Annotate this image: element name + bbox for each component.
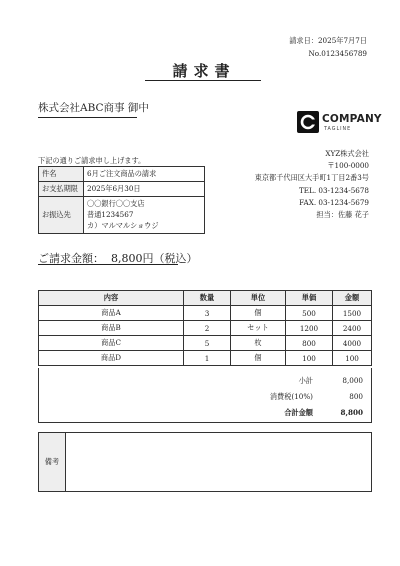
item-unit: セット — [231, 321, 286, 336]
total-label: ご請求金額： — [38, 252, 104, 265]
item-unit: 枚 — [231, 336, 286, 351]
item-unit: 個 — [231, 306, 286, 321]
bank-holder: カ）マルマルショウジ — [87, 220, 159, 230]
bank-name: 〇〇銀行〇〇支店 — [87, 199, 145, 208]
item-unit: 個 — [231, 351, 286, 366]
issuer-address: 東京都千代田区大手町1丁目2番3号 — [254, 173, 369, 183]
item-quantity: 2 — [184, 321, 231, 336]
logo-tagline: TAGLINE — [324, 127, 352, 132]
item-quantity: 3 — [184, 306, 231, 321]
info-row-due — [39, 182, 205, 197]
item-amount: 100 — [333, 351, 372, 366]
col-amount: 金額 — [333, 291, 372, 306]
invoice-date: 請求日：2025年7月7日 — [289, 36, 367, 45]
col-unit-price: 単価 — [286, 291, 333, 306]
issuer-block — [255, 149, 369, 222]
client-name: 株式会社ABC商事 御中 — [38, 102, 149, 114]
table-row — [39, 306, 372, 321]
invoice-meta — [289, 36, 367, 62]
bank-account: 普通1234567 — [87, 209, 134, 219]
item-description: 商品A — [39, 306, 184, 321]
item-description: 商品C — [39, 336, 184, 351]
items-header-row — [39, 291, 372, 306]
table-row — [39, 321, 372, 336]
item-unit-price: 100 — [286, 351, 333, 366]
item-amount: 1500 — [333, 306, 372, 321]
logo-text: COMPANY — [322, 113, 382, 125]
col-description: 内容 — [39, 291, 184, 306]
due-label: お支払期限 — [39, 182, 84, 197]
issuer-zip: 〒100-0000 — [327, 161, 369, 171]
total-value: 8,800円（税込） — [111, 252, 198, 265]
tax-label: 消費税(10%) — [269, 392, 313, 401]
bank-label: お振込先 — [39, 197, 84, 234]
col-quantity: 数量 — [184, 291, 231, 306]
grand-total-label: 合計金額 — [284, 408, 313, 417]
client-underline — [38, 117, 137, 118]
col-unit: 単位 — [231, 291, 286, 306]
remarks-box — [38, 432, 372, 492]
table-row — [39, 351, 372, 366]
item-description: 商品D — [39, 351, 184, 366]
bank-value — [84, 197, 205, 234]
item-amount: 4000 — [333, 336, 372, 351]
subject-value: 6月ご注文商品の請求 — [84, 167, 205, 182]
grand-total-value: 8,800 — [340, 408, 363, 417]
item-quantity: 1 — [184, 351, 231, 366]
issuer-name: XYZ株式会社 — [325, 149, 369, 158]
summary-box — [38, 368, 372, 423]
issuer-contact: 担当：佐藤 花子 — [316, 209, 369, 219]
subtotal-label: 小計 — [298, 376, 313, 385]
info-row-subject — [39, 167, 205, 182]
subtotal-value: 8,000 — [342, 376, 363, 385]
grand-total-row — [253, 408, 363, 418]
page-title: 請求書 — [172, 62, 236, 80]
item-unit-price: 800 — [286, 336, 333, 351]
issuer-fax: FAX. 03-1234-5679 — [299, 197, 369, 207]
item-amount: 2400 — [333, 321, 372, 336]
issuer-tel: TEL. 03-1234-5678 — [299, 185, 369, 195]
subtotal-row — [253, 376, 363, 386]
tax-row — [253, 392, 363, 402]
item-quantity: 5 — [184, 336, 231, 351]
item-unit-price: 1200 — [286, 321, 333, 336]
subject-label: 件名 — [39, 167, 84, 182]
total-underline — [38, 264, 178, 265]
item-unit-price: 500 — [286, 306, 333, 321]
table-row — [39, 336, 372, 351]
invoice-info-table — [38, 166, 205, 234]
tax-value: 800 — [349, 392, 363, 401]
invoice-number: No.0123456789 — [308, 49, 367, 58]
due-value: 2025年6月30日 — [84, 182, 205, 197]
info-row-bank — [39, 197, 205, 234]
title-underline — [145, 80, 261, 81]
items-table — [38, 290, 372, 366]
item-description: 商品B — [39, 321, 184, 336]
remarks-label: 備考 — [39, 433, 66, 491]
lead-text: 下記の通りご請求申し上げます。 — [38, 156, 146, 165]
